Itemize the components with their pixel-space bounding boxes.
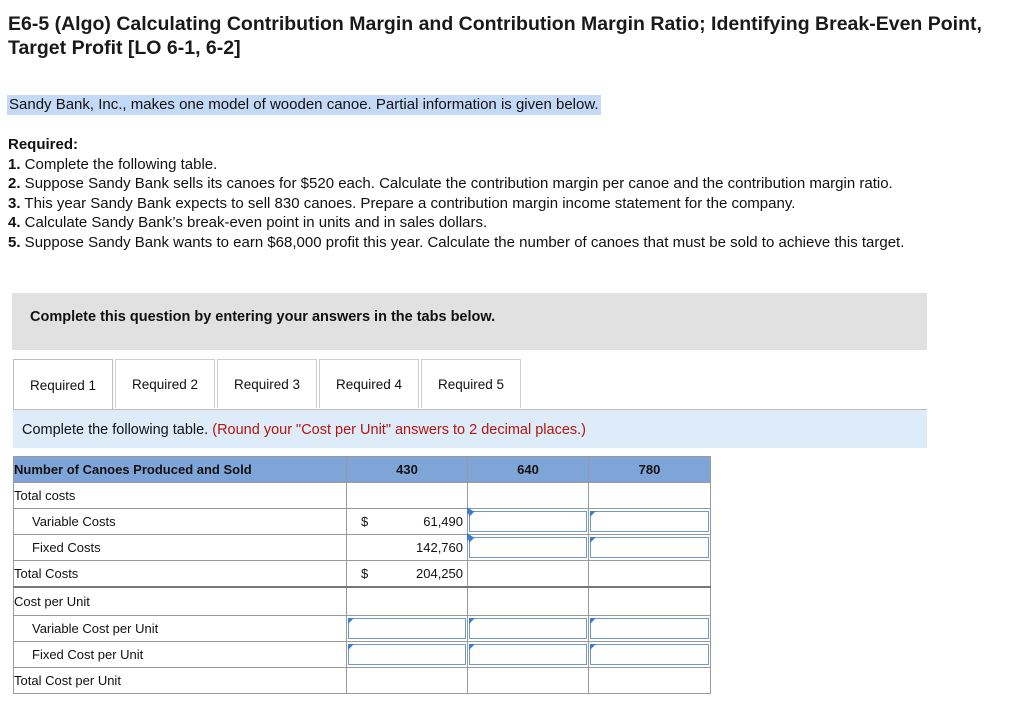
header-640: 640	[468, 457, 589, 483]
dollar-sign: $	[361, 565, 369, 581]
variable-costs-430: 61,490	[423, 514, 463, 529]
table-row	[14, 642, 711, 668]
header-label: Number of Canoes Produced and Sold	[14, 457, 347, 483]
header-780: 780	[589, 457, 711, 483]
cost-table	[13, 456, 711, 694]
required-item-5: 5. Suppose Sandy Bank wants to earn $68,000 profit this year. Calculate the number of canoes that must be sold to achieve this target.	[8, 233, 905, 251]
table-row	[14, 535, 711, 561]
variable-cost-per-unit-label: Variable Cost per Unit	[14, 616, 347, 642]
variable-cost-per-unit-640-input[interactable]	[469, 618, 587, 639]
table-row	[14, 616, 711, 642]
instruction-bar	[13, 410, 927, 448]
instruction-note: (Round your "Cost per Unit" answers to 2 decimal places.)	[212, 422, 586, 438]
question-banner	[12, 293, 927, 350]
instruction-text: Complete the following table.	[22, 422, 213, 438]
fixed-costs-430: 142,760	[416, 540, 463, 555]
required-heading: Required:	[8, 136, 79, 153]
table-row	[14, 668, 711, 694]
banner-text: Complete this question by entering your answers in the tabs below.	[30, 309, 496, 325]
total-costs-section-label: Total costs	[14, 483, 347, 509]
required-item-3: 3. This year Sandy Bank expects to sell 830 canoes. Prepare a contribution margin income statement for the company.	[8, 194, 796, 212]
table-row	[14, 483, 711, 509]
table-row	[14, 587, 711, 616]
total-cost-per-unit-label: Total Cost per Unit	[14, 668, 347, 694]
required-item-1: 1. Complete the following table.	[8, 155, 218, 173]
fixed-cost-per-unit-780-input[interactable]	[590, 644, 709, 665]
required-item-2: 2. Suppose Sandy Bank sells its canoes for $520 each. Calculate the contribution margin per canoe and the contribution margin ratio.	[8, 175, 893, 192]
problem-intro: Sandy Bank, Inc., makes one model of wooden canoe. Partial information is given below.	[9, 96, 599, 113]
tab-required-1[interactable]: Required 1	[13, 359, 113, 410]
variable-costs-label: Variable Costs	[14, 509, 347, 535]
variable-cost-per-unit-430-input[interactable]	[348, 618, 466, 639]
dollar-sign: $	[361, 514, 369, 529]
fixed-cost-per-unit-430-input[interactable]	[348, 644, 466, 665]
variable-cost-per-unit-780-input[interactable]	[590, 618, 709, 639]
tab-required-3[interactable]: Required 3	[217, 359, 317, 408]
variable-costs-640-input[interactable]	[469, 511, 587, 532]
header-430: 430	[347, 457, 468, 483]
cost-per-unit-section-label: Cost per Unit	[14, 587, 347, 616]
table-header-row	[14, 457, 711, 483]
variable-costs-780-input[interactable]	[590, 511, 709, 532]
table-row	[14, 509, 711, 535]
tab-required-2[interactable]: Required 2	[115, 359, 215, 408]
fixed-costs-640-input[interactable]	[469, 537, 587, 558]
total-costs-430: 204,250	[416, 565, 463, 581]
tab-required-4[interactable]: Required 4	[319, 359, 419, 408]
total-costs-label: Total Costs	[14, 561, 347, 587]
required-list	[8, 135, 1018, 252]
fixed-cost-per-unit-label: Fixed Cost per Unit	[14, 642, 347, 668]
table-row	[14, 561, 711, 587]
fixed-cost-per-unit-640-input[interactable]	[469, 644, 587, 665]
tab-required-5[interactable]: Required 5	[421, 359, 521, 408]
fixed-costs-780-input[interactable]	[590, 537, 709, 558]
problem-title: E6-5 (Algo) Calculating Contribution Margin and Contribution Margin Ratio; Identifying Break-Even Point, Target Profit [LO 6-1, 6-2]	[8, 13, 982, 59]
required-item-4: 4. Calculate Sandy Bank’s break-even point in units and in sales dollars.	[8, 214, 488, 231]
fixed-costs-label: Fixed Costs	[14, 535, 347, 561]
